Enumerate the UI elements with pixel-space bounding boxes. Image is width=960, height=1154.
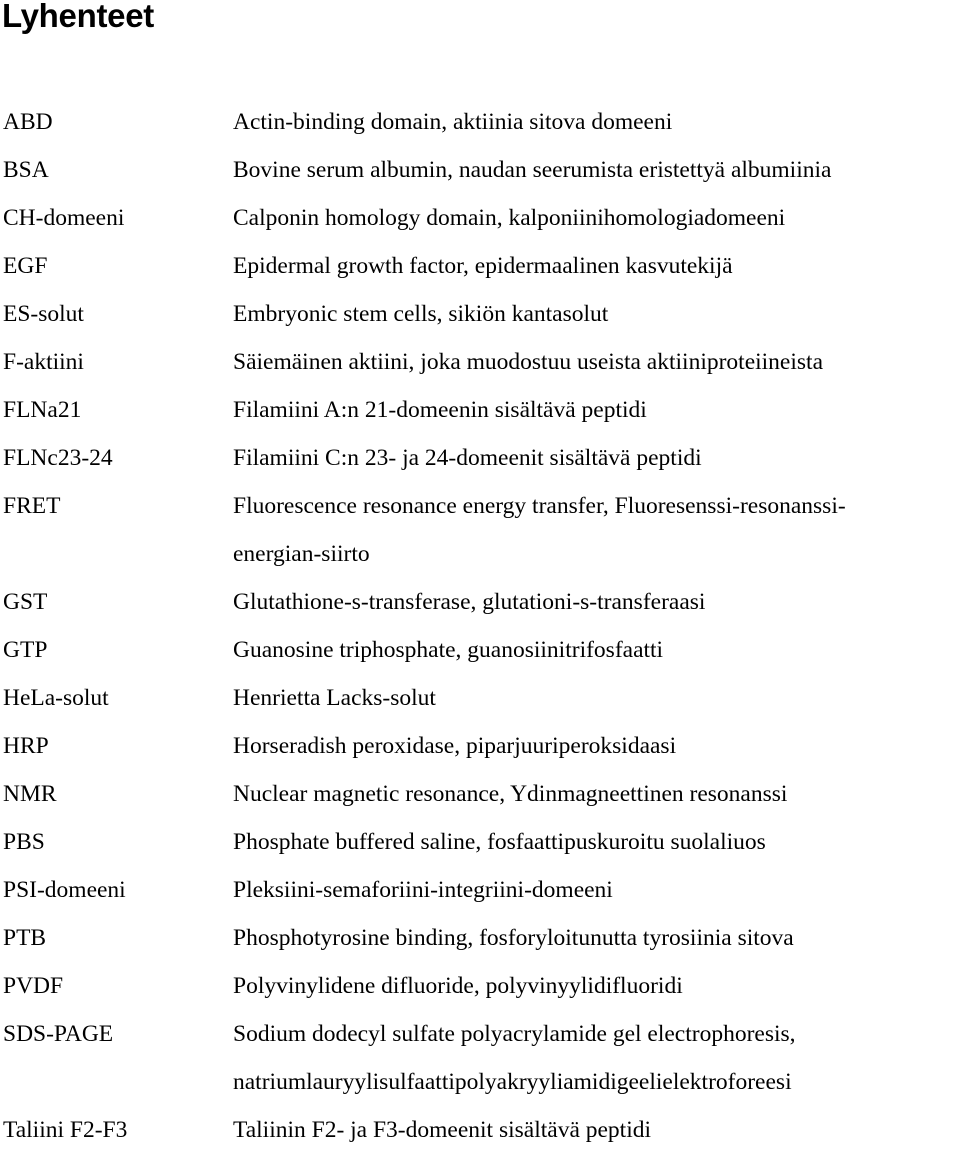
abbreviation-row xyxy=(0,290,960,338)
abbreviation-row xyxy=(0,914,960,962)
abbreviation-term: PTB xyxy=(3,925,47,951)
abbreviation-row xyxy=(0,338,960,386)
abbreviation-definition: Henrietta Lacks-solut xyxy=(233,685,436,711)
abbreviation-definition: Epidermal growth factor, epidermaalinen kasvutekijä xyxy=(233,253,733,279)
abbreviation-row xyxy=(0,1010,960,1106)
abbreviation-term: Taliini F2-F3 xyxy=(3,1117,128,1143)
abbreviation-term: PSI-domeeni xyxy=(3,877,126,903)
abbreviation-term: F-aktiini xyxy=(3,349,84,375)
abbreviation-row xyxy=(0,770,960,818)
abbreviation-row xyxy=(0,98,960,146)
abbreviation-definition: Glutathione-s-transferase, glutationi-s-transferaasi xyxy=(233,589,706,615)
abbreviation-row xyxy=(0,962,960,1010)
abbreviation-definition: Filamiini A:n 21-domeenin sisältävä peptidi xyxy=(233,397,647,423)
abbreviation-definition: Embryonic stem cells, sikiön kantasolut xyxy=(233,301,609,327)
abbreviation-term: GST xyxy=(3,589,48,615)
abbreviation-definition: Pleksiini-semaforiini-integriini-domeeni xyxy=(233,877,613,903)
abbreviation-term: PVDF xyxy=(3,973,64,999)
abbreviation-term: ES-solut xyxy=(3,301,84,327)
abbreviation-term: FLNa21 xyxy=(3,397,82,423)
abbreviation-definition: Guanosine triphosphate, guanosiinitrifosfaatti xyxy=(233,637,664,663)
abbreviation-term: BSA xyxy=(3,157,49,183)
abbreviation-definition: Taliinin F2- ja F3-domeenit sisältävä peptidi xyxy=(233,1117,652,1143)
abbreviation-definition: Filamiini C:n 23- ja 24-domeenit sisältävä peptidi xyxy=(233,445,702,471)
abbreviation-term: CH-domeeni xyxy=(3,205,125,231)
abbreviation-definition: Fluorescence resonance energy transfer, Fluoresenssi-resonanssi- energian-siirto xyxy=(233,493,846,567)
abbreviation-definition: Sodium dodecyl sulfate polyacrylamide gel electrophoresis, natriumlauryylisulfaattipolyakryyliamidigeelielektroforeesi xyxy=(233,1021,796,1095)
abbreviation-definition: Calponin homology domain, kalponiinihomologiadomeeni xyxy=(233,205,786,231)
abbreviation-row xyxy=(0,722,960,770)
abbreviation-term: NMR xyxy=(3,781,57,807)
abbreviation-definition: Actin-binding domain, aktiinia sitova domeeni xyxy=(233,109,673,135)
abbreviation-term: SDS-PAGE xyxy=(3,1021,114,1047)
abbreviation-list xyxy=(0,98,960,1154)
abbreviation-definition: Nuclear magnetic resonance, Ydinmagneettinen resonanssi xyxy=(233,781,788,807)
abbreviation-row xyxy=(0,194,960,242)
abbreviation-term: HeLa-solut xyxy=(3,685,109,711)
abbreviation-term: FLNc23-24 xyxy=(3,445,113,471)
abbreviation-definition: Bovine serum albumin, naudan seerumista eristettyä albumiinia xyxy=(233,157,832,183)
abbreviation-row xyxy=(0,866,960,914)
abbreviation-row xyxy=(0,674,960,722)
abbreviation-definition: Horseradish peroxidase, piparjuuriperoksidaasi xyxy=(233,733,677,759)
abbreviation-definition: Polyvinylidene difluoride, polyvinyylidifluoridi xyxy=(233,973,683,999)
abbreviation-row xyxy=(0,1106,960,1154)
page-title: Lyhenteet xyxy=(2,0,154,34)
abbreviation-row xyxy=(0,386,960,434)
abbreviation-row xyxy=(0,434,960,482)
abbreviation-definition: Säiemäinen aktiini, joka muodostuu useista aktiiniproteiineista xyxy=(233,349,824,375)
abbreviation-term: ABD xyxy=(3,109,53,135)
abbreviation-term: HRP xyxy=(3,733,49,759)
abbreviation-row xyxy=(0,818,960,866)
abbreviation-row xyxy=(0,242,960,290)
abbreviation-row xyxy=(0,146,960,194)
abbreviation-term: GTP xyxy=(3,637,48,663)
abbreviation-row xyxy=(0,578,960,626)
abbreviation-term: EGF xyxy=(3,253,48,279)
abbreviation-term: FRET xyxy=(3,493,61,519)
abbreviation-row xyxy=(0,482,960,578)
abbreviation-definition: Phosphate buffered saline, fosfaattipuskuroitu suolaliuos xyxy=(233,829,766,855)
abbreviation-term: PBS xyxy=(3,829,45,855)
abbreviation-row xyxy=(0,626,960,674)
abbreviation-definition: Phosphotyrosine binding, fosforyloitunutta tyrosiinia sitova xyxy=(233,925,794,951)
